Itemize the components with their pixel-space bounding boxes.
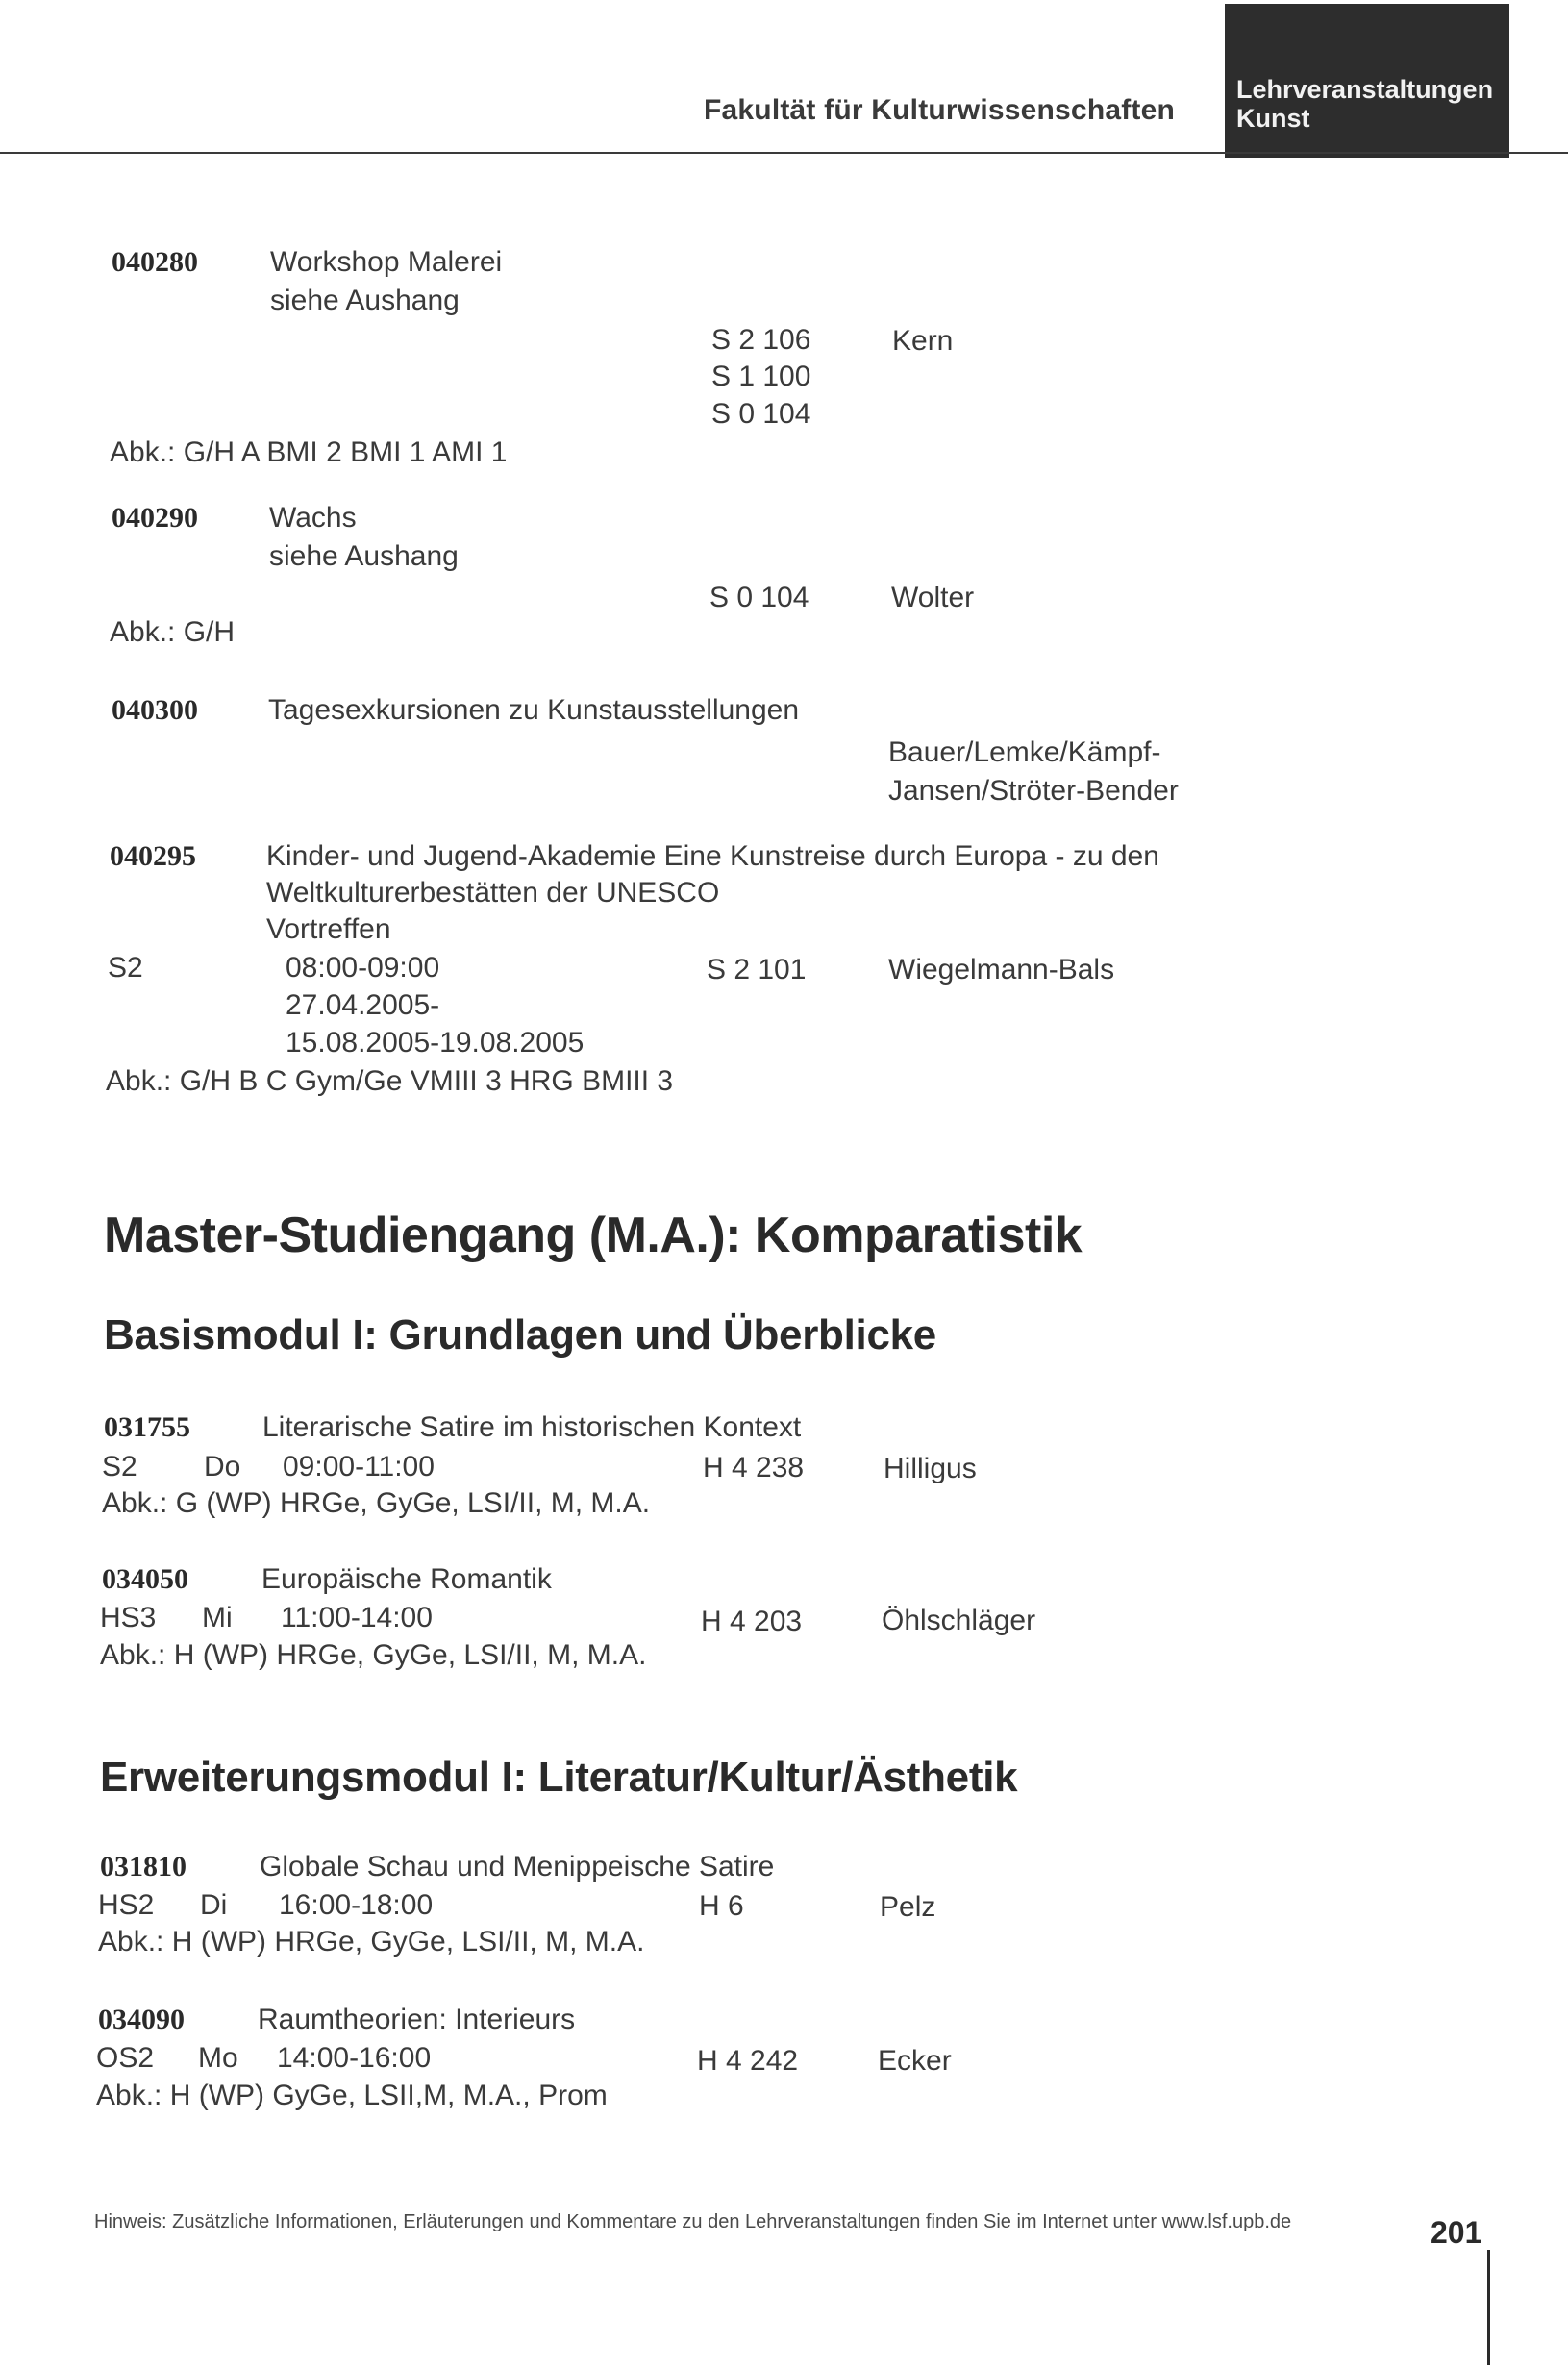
course-number: 034090: [98, 2004, 185, 2035]
course-abk: Abk.: G (WP) HRGe, GyGe, LSI/II, M, M.A.: [102, 1487, 651, 1519]
course-type: S2: [108, 952, 143, 984]
course-abk: Abk.: G/H: [110, 616, 236, 648]
module-heading: Erweiterungsmodul I: Literatur/Kultur/Ästhetik: [100, 1754, 1018, 1801]
course-note: Vortreffen: [266, 913, 391, 945]
course-number: 040290: [112, 502, 198, 534]
course-room: H 4 203: [701, 1606, 803, 1637]
faculty-title: Fakultät für Kulturwissenschaften: [704, 94, 1176, 126]
course-number: 034050: [102, 1563, 188, 1595]
course-lecturer: Jansen/Ströter-Bender: [888, 775, 1179, 807]
course-lecturer: Wolter: [891, 582, 975, 613]
course-lecturer: Wiegelmann-Bals: [888, 954, 1115, 985]
course-lecturer: Kern: [892, 325, 954, 357]
course-title: Europäische Romantik: [261, 1563, 552, 1595]
course-room: S 2 106: [711, 324, 811, 356]
course-date: 27.04.2005-: [286, 989, 440, 1021]
course-note: siehe Aushang: [269, 540, 459, 572]
course-day: Mi: [202, 1602, 233, 1633]
course-room: S 2 101: [707, 954, 807, 985]
course-title: Wachs: [269, 502, 357, 534]
course-abk: Abk.: H (WP) GyGe, LSII,M, M.A., Prom: [96, 2080, 608, 2111]
course-lecturer: Öhlschläger: [882, 1605, 1036, 1636]
module-heading: Basismodul I: Grundlagen und Überblicke: [104, 1311, 936, 1358]
course-lecturer: Pelz: [880, 1891, 936, 1923]
course-title: Globale Schau und Menippeische Satire: [260, 1851, 775, 1882]
course-type: S2: [102, 1451, 137, 1483]
course-time: 14:00-16:00: [277, 2042, 432, 2074]
course-time: 08:00-09:00: [286, 952, 440, 984]
course-time: 09:00-11:00: [283, 1451, 435, 1483]
course-room: S 0 104: [709, 582, 809, 613]
course-abk: Abk.: G/H A BMI 2 BMI 1 AMI 1: [110, 436, 508, 468]
section-tab-line1: Lehrveranstaltungen: [1236, 75, 1494, 104]
page-number: 201: [1431, 2215, 1482, 2250]
course-lecturer: Bauer/Lemke/Kämpf-: [888, 736, 1161, 768]
course-note: siehe Aushang: [270, 285, 460, 316]
section-tab: [1225, 4, 1509, 158]
course-type: OS2: [96, 2042, 155, 2074]
course-number: 040280: [112, 246, 198, 278]
course-title: Kinder- und Jugend-Akademie Eine Kunstreise durch Europa - zu den: [266, 840, 1159, 872]
course-lecturer: Hilligus: [884, 1453, 977, 1484]
course-number: 040300: [112, 694, 198, 726]
course-room: H 4 238: [703, 1452, 805, 1483]
course-time: 16:00-18:00: [279, 1889, 434, 1921]
course-title: Workshop Malerei: [270, 246, 503, 278]
course-room: S 0 104: [711, 398, 811, 430]
course-time: 11:00-14:00: [281, 1602, 433, 1633]
course-title: Literarische Satire im historischen Kontext: [262, 1411, 802, 1443]
course-abk: Abk.: H (WP) HRGe, GyGe, LSI/II, M, M.A.: [100, 1639, 647, 1671]
course-day: Mo: [198, 2042, 238, 2074]
course-room: H 6: [699, 1890, 744, 1922]
course-number: 031810: [100, 1851, 187, 1882]
course-lecturer: Ecker: [878, 2045, 952, 2077]
course-title: Raumtheorien: Interieurs: [258, 2004, 576, 2035]
course-title: Weltkulturerbestätten der UNESCO: [266, 877, 720, 909]
course-type: HS2: [98, 1889, 155, 1921]
page-number-rule: [1487, 2250, 1490, 2365]
section-tab-line2: Kunst: [1236, 104, 1310, 133]
course-number: 040295: [110, 840, 196, 872]
course-day: Do: [204, 1451, 241, 1483]
course-date: 15.08.2005-19.08.2005: [286, 1027, 585, 1059]
course-title: Tagesexkursionen zu Kunstausstellungen: [268, 694, 800, 726]
footer-hint: Hinweis: Zusätzliche Informationen, Erläuterungen und Kommentare zu den Lehrveranstaltungen finden Sie im Internet unter www.lsf.upb.de: [94, 2211, 1292, 2232]
course-room: S 1 100: [711, 361, 811, 392]
master-heading: Master-Studiengang (M.A.): Komparatistik: [104, 1208, 1083, 1263]
course-type: HS3: [100, 1602, 157, 1633]
course-day: Di: [200, 1889, 228, 1921]
course-number: 031755: [104, 1411, 190, 1443]
header-divider: [0, 152, 1568, 154]
course-room: H 4 242: [697, 2045, 799, 2077]
course-abk: Abk.: H (WP) HRGe, GyGe, LSI/II, M, M.A.: [98, 1926, 645, 1957]
course-abk: Abk.: G/H B C Gym/Ge VMIII 3 HRG BMIII 3: [106, 1065, 674, 1097]
